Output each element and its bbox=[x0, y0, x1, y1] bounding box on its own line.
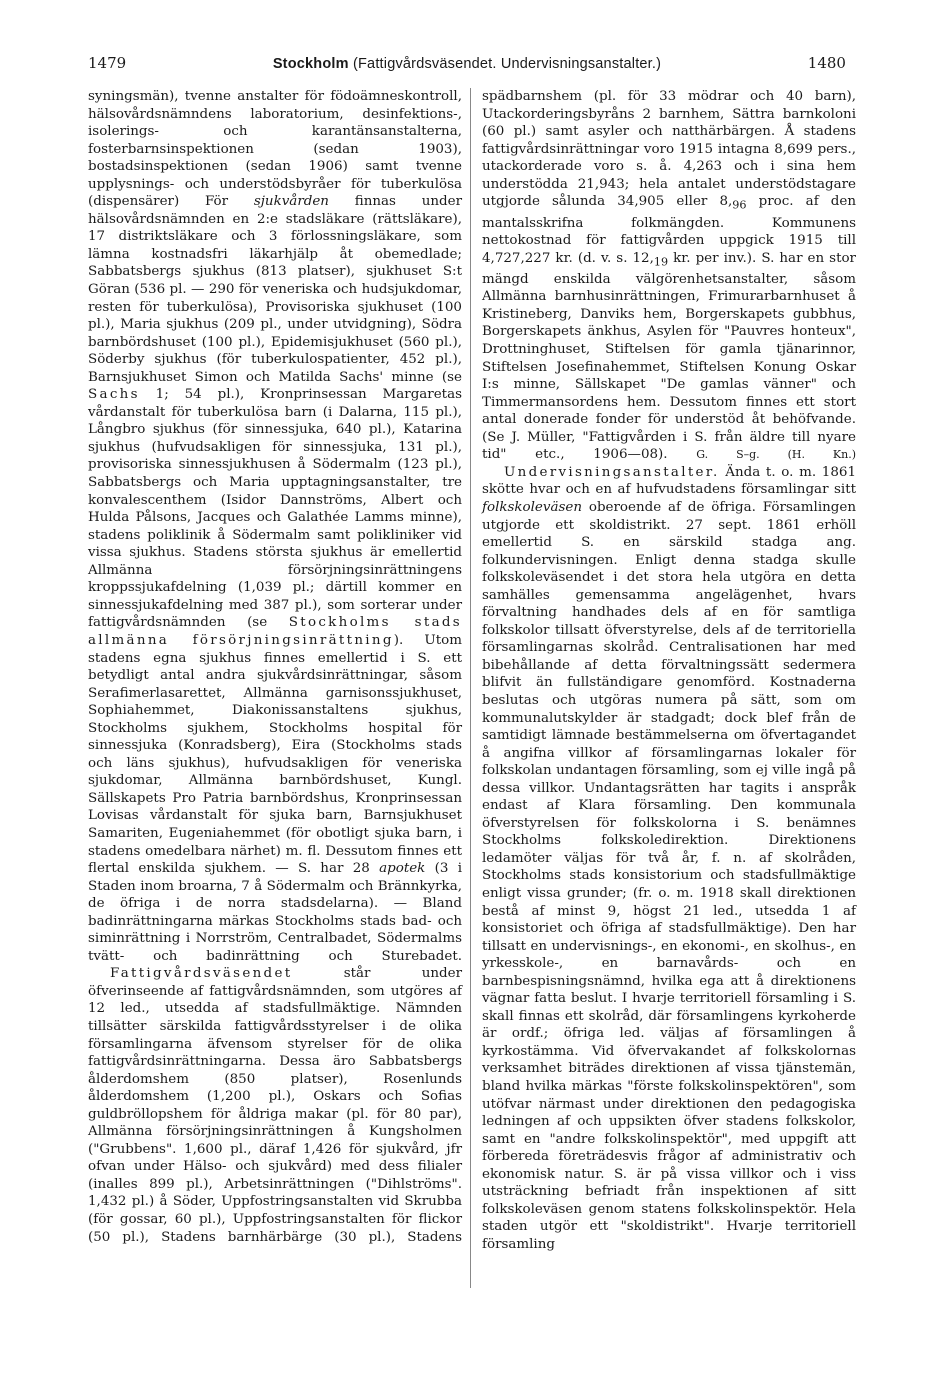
text-run: finnas under hälsovårdsnämnden en 2:e stadsläkare (rättsläkare), 17 distriktsläkare och 3 förlossningsläkare, som lämna kostnadsfri läkarhjälp åt obemedlade; Sabbatsbergs sjukhus (813 platser), sjukhuset S:t Göran (536 pl. — 290 för veneriska och hudsjukdomar, resten för tuberkulösa), Provisoriska sjukhuset (100 pl.), Maria sjukhus (209 pl., under utvidgning), Södra barnbördshuset (100 pl.), Epidemisjukhuset (560 pl.), Söderby sjukhus (för tuberkulospatienter, 452 pl.), Barnsjukhuset Simon och Matilda Sachs' minne (se bbox=[88, 194, 462, 385]
spaced-heading: Undervisningsanstalter. bbox=[504, 464, 720, 480]
spaced-reference: Stockholms stads allmänna försörjningsinrättning bbox=[88, 615, 462, 648]
text-run: Ända t. o. m. 1861 skötte hvar och en af hufvudstadens församlingar sitt bbox=[482, 464, 856, 498]
text-run: kr. per inv.). S. har en stor mängd enskilda välgörenhetsanstalter, såsom Allmänna barnhusinrättningen, Frimurarbarnhuset å Kristineberg, Danviks hem, Borgerskapets gubbhus, Borgerskapets änkhus, Asylen för "Pauvres honteux", Drottninghuset, Stiftelsen för gamla tjänarinnor, Stiftelsen Josefinahemmet, Stiftelsen Konung Oskar I:s minne, Sällskapet "De gamlas vänner" och Timmermansordens hem. Dessutom finnes ett stort antal donerade fonder för understöd åt behöfvande. (Se J. Müller, "Fattigvården i S. från äldre till nyare tid" etc., 1906—08). bbox=[482, 250, 856, 463]
spaced-heading: Fattigvårdsväsendet bbox=[110, 966, 293, 982]
italic-term: folkskoleväsen bbox=[482, 499, 582, 515]
text-run: syningsmän), tvenne anstalter för födoämneskontroll, hälsovårdsnämndens laboratorium, desinfektions-, isolerings- och karantänsanstalterna, fosterbarnsinspektionen (sedan 1903), bostadsinspektionen (sedan 1906) samt tvenne upplysnings- och understödsbyråer för tuberkulösa (dispensärer) För bbox=[88, 89, 462, 210]
text-run: står under öfverinseende af fattigvårdsnämnden, som utgöres af 12 led., utsedda af stadsfullmäktige. Nämnden tillsätter särskilda fattigvårdsstyrelser i de olika församlingarna äfvensom styrelser för de olika fattigvårdsinrättningarna. Dessa äro Sabbatsbergs ålderdomshem (850 platser), Rosenlunds ålderdomshem (1,200 pl.), Oskars och Sofias guldbröllopshem för åldriga makar (pl. för 80 par), Allmänna försörjningsinrättningen å Kungsholmen ("Grubbens". 1,600 pl., däraf 1,426 för sjukvård, jfr ofvan under Hälso- och sjukvård) med dess filialer (inalles 899 pl.), Arbetsinrättningen ("Dihlströms". 1,432 pl.) å Söder, Uppfostringsanstalten vid Skrubba (för gossar, 60 pl.), Uppfostringsanstalten för flickor (50 pl.), Stadens barnhärbärge (30 pl.), Stadens bbox=[88, 966, 462, 1245]
column-divider bbox=[470, 88, 471, 1288]
paragraph-poor-relief-cont bbox=[482, 88, 856, 464]
text-run: 1; 54 pl.), Kronprinsessan Margaretas vårdanstalt för tuberkulösa barn (i Dalarna, 115 pl.), Långbro sjukhus (för sinnessjuka, 640 pl.), Katarina sjukhus (hufvudsakligen för sinnessjuka, 131 pl.), provisoriska sinnessjukhusen å Södermalm (123 pl.), Sabbatsbergs och Maria upptagningsanstalter, tre konvalescenthem (Isidor Dannströms, Albert och Hulda Pålsons, Jacques och Galathée Lamms minne), stadens poliklinik å Södermalm samt polikliniker vid vissa sjukhus. Stadens största sjukhus är emellertid Allmänna försörjningsinrättningens kroppssjukafdelning (1,039 pl.; därtill kommer en sinnessjukafdelning med 387 pl.), som sorterar under fattigvårdsnämnden (se bbox=[88, 387, 462, 631]
decimal-subscript: 19 bbox=[653, 255, 669, 269]
paragraph-poor-relief bbox=[88, 965, 462, 1246]
paragraph-education bbox=[482, 464, 856, 1254]
spaced-reference: Sachs bbox=[88, 387, 140, 403]
paragraph-health-care bbox=[88, 88, 462, 965]
running-title bbox=[273, 56, 661, 72]
running-header bbox=[88, 54, 846, 78]
right-column bbox=[482, 88, 856, 1253]
text-run: proc. af den mantalsskrifna folkmängden. Kommunens nettokostnad för fattigvården uppgick 1915 till 4,727,227 kr. (d. v. s. 12, bbox=[482, 194, 857, 266]
left-page-number: 1479 bbox=[88, 54, 127, 72]
italic-term: sjukvården bbox=[253, 194, 329, 210]
running-title-headword: Stockholm bbox=[272, 56, 349, 72]
italic-term: apotek bbox=[379, 861, 426, 877]
text-run: ). Utom stadens egna sjukhus finnes emellertid i S. ett betydligt antal andra sjukvårdsinrättningar, såsom Serafimerlasarettet, Allmänna garnisonssjukhuset, Sophiahemmet, Diakonissanstaltens sjukhus, Stockholms sjukhem, Stockholms hospital för sinnessjuka (Konradsberg), Eira (Stockholms stads och läns sjukhus), hufvudsakligen för veneriska sjukdomar, Allmänna barnbördshuset, Kungl. Sällskapets Pro Patria barnbördshus, Kronprinsessan Lovisas vårdanstalt för sjuka barn, Barnsjukhuset Samariten, Eugeniahemmet (för obotligt sjuka barn, i stadens omedelbara närhet) m. fl. Dessutom finnes ett flertal enskilda sjukhem. — S. har 28 bbox=[88, 632, 462, 877]
text-run: oberoende af de öfriga. Församlingen utgjorde ett skoldistrikt. 27 sept. 1861 erhöll emellertid S. en särskild stadga ang. folkundervisningen. Enligt denna stadga skulle folkskoleväsendet i det stora hela utgöra en detta samhälles gemensamma angelägenhet, hvars förvaltning handhades dels af en för samtliga folkskolor tillsatt öfverstyrelse, dels af de territoriella församlingarnas skolråd. Centralisationen har med bibehållande af detta förvaltningssätt sedermera blifvit än fullständigare genomförd. Kostnaderna beslutas och utgöras numera på sätt, som om kommunalutskylder är stadgadt; dock blef från de samtidigt lämnade bestämmelserna om öfvertagandet å angifna villkor af församlingarnas lokaler för folkskolan undantagen församling, som ej ville ingå på dessa villkor. Undantagsrätten har tagits i anspråk endast af Klara församling. Den kommunala öfverstyrelsen för folkskolorna i S. benämnes Stockholms folkskoledirektion. Direktionens ledamöter väljas för två år, f. n. af skolråden, Stockholms stads konsistorium och stadsfullmäktige enligt vissa grunder; (fr. o. m. 1918 skall direktionen bestå af minst 9, högst 21 led., utsedda 1 af konsistoriet och öfriga af stadsfullmäktige). Den har tillsatt en undervisnings-, en ekonomi-, en skolhus-, en yrkesskole-, en barnavårds- och en barnbespisningsnämnd, hvilka ega att å direktionens vägnar fatta beslut. I hvarje territoriell församling i S. skall finnas ett skolråd, där församlingens kyrkoherde är ordf.; öfriga led. väljas af församlingen å kyrkostämma. Vid öfvervakandet af folkskolornas verksamhet biträdes direktionen af vissa tjänstemän, bland hvilka märkas "förste folkskolinspektören", som utöfvar närmast under direktionen den pedagogiska ledningen af och uppsikten öfver stadens folkskolor, samt en "andre folkskolinspektör", med uppgift att förbereda företrädesvis frågor af administrativ och ekonomisk natur. S. är på vissa villkor och i viss utsträckning befriadt från inspektionen af sitt folkskoleväsen genom statens folkskolinspektör. Hela staden utgör ett "skoldistrikt". Hvarje territoriell församling bbox=[482, 499, 856, 1252]
running-title-section: (Fattigvårdsväsendet. Undervisningsanstalter.) bbox=[348, 56, 662, 72]
decimal-subscript: 96 bbox=[732, 198, 747, 212]
text-run: (3 i Staden inom broarna, 7 å Södermalm och Brännkyrka, de öfriga i de norra stadsdelarna). — Bland badinrättningarna märkas Stockholms stads bad- och siminrättning i Norrström, Centralbadet, Södermalms tvätt- och badinrättning och Sturebadet. bbox=[88, 861, 463, 964]
text-run: spädbarnshem (pl. för 33 mödrar och 40 barn), Utackorderingsbyråns 2 barnhem, Sättra barnkoloni (60 pl.) samt asyler och natthärbärgen. Å stadens fattigvårdsinrättningar voro 1915 intagna 8,699 pers., utackorderade voro s. å. 4,263 och i sina hem understödda 21,943; hela antalet understödstagare utgjorde sålunda 34,905 eller 8, bbox=[482, 89, 856, 210]
right-page-number: 1480 bbox=[807, 54, 846, 72]
author-signature: G. S–g. (H. Kn.) bbox=[696, 448, 856, 462]
left-column bbox=[88, 88, 462, 1246]
